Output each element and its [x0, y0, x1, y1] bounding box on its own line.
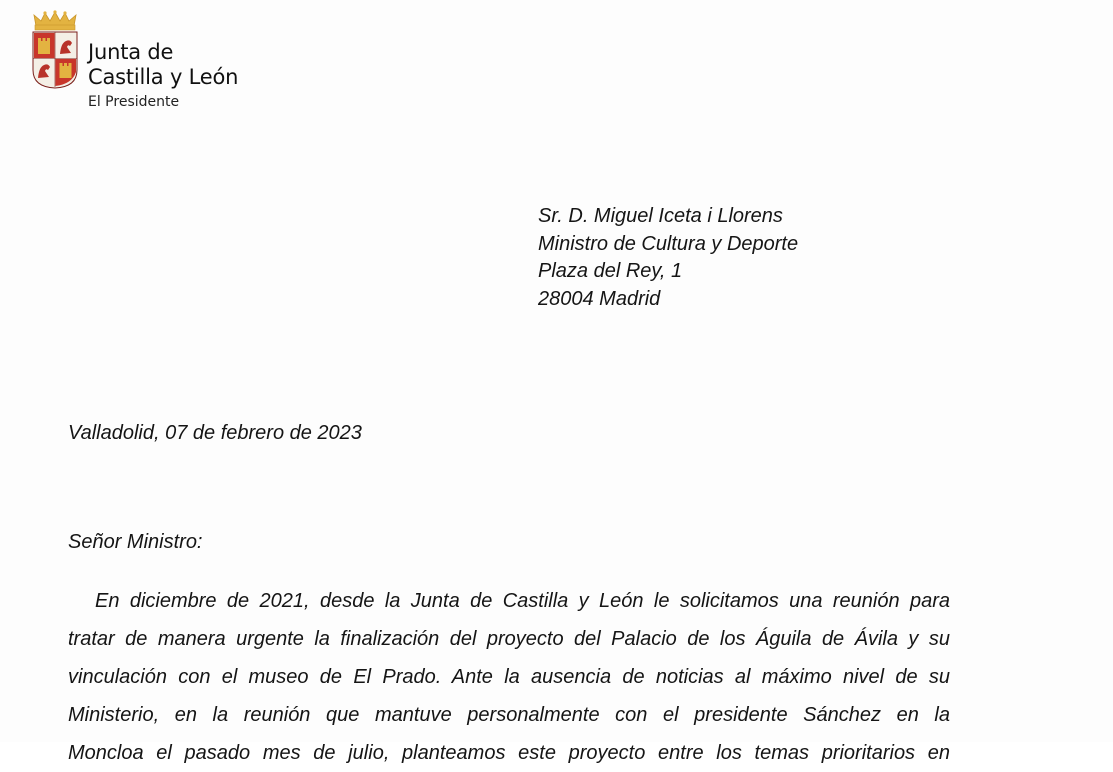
organization-name	[88, 40, 238, 90]
letterhead	[30, 10, 290, 115]
recipient-address	[538, 203, 798, 313]
crown-icon	[34, 10, 76, 30]
letter-body	[68, 582, 950, 772]
organization-subtitle: El Presidente	[88, 94, 180, 110]
shield-icon	[33, 32, 77, 88]
body-line: En diciembre de 2021, desde la Junta de Castilla y León le solicitamos una reunión para	[95, 590, 950, 612]
organization-name-line2: Castilla y León	[88, 65, 239, 89]
letter-date: Valladolid, 07 de febrero de 2023	[68, 422, 362, 444]
recipient-city: 28004 Madrid	[538, 287, 661, 310]
recipient-name: Sr. D. Miguel Iceta i Llorens	[538, 205, 783, 227]
recipient-street: Plaza del Rey, 1	[538, 260, 683, 282]
recipient-title: Ministro de Cultura y Deporte	[538, 232, 799, 255]
salutation: Señor Ministro:	[68, 531, 203, 553]
organization-name-line1: Junta de	[88, 40, 174, 64]
body-line: vinculación con el museo de El Prado. Ante la ausencia de noticias al máximo nivel de su	[68, 666, 950, 688]
body-line: Ministerio, en la reunión que mantuve personalmente con el presidente Sánchez en la	[68, 704, 950, 726]
body-line: Moncloa el pasado mes de julio, planteamos este proyecto entre los temas prioritarios en	[68, 742, 950, 764]
coat-of-arms-icon	[30, 10, 80, 90]
body-line: tratar de manera urgente la finalización del proyecto del Palacio de los Águila de Ávila y su	[68, 628, 950, 650]
